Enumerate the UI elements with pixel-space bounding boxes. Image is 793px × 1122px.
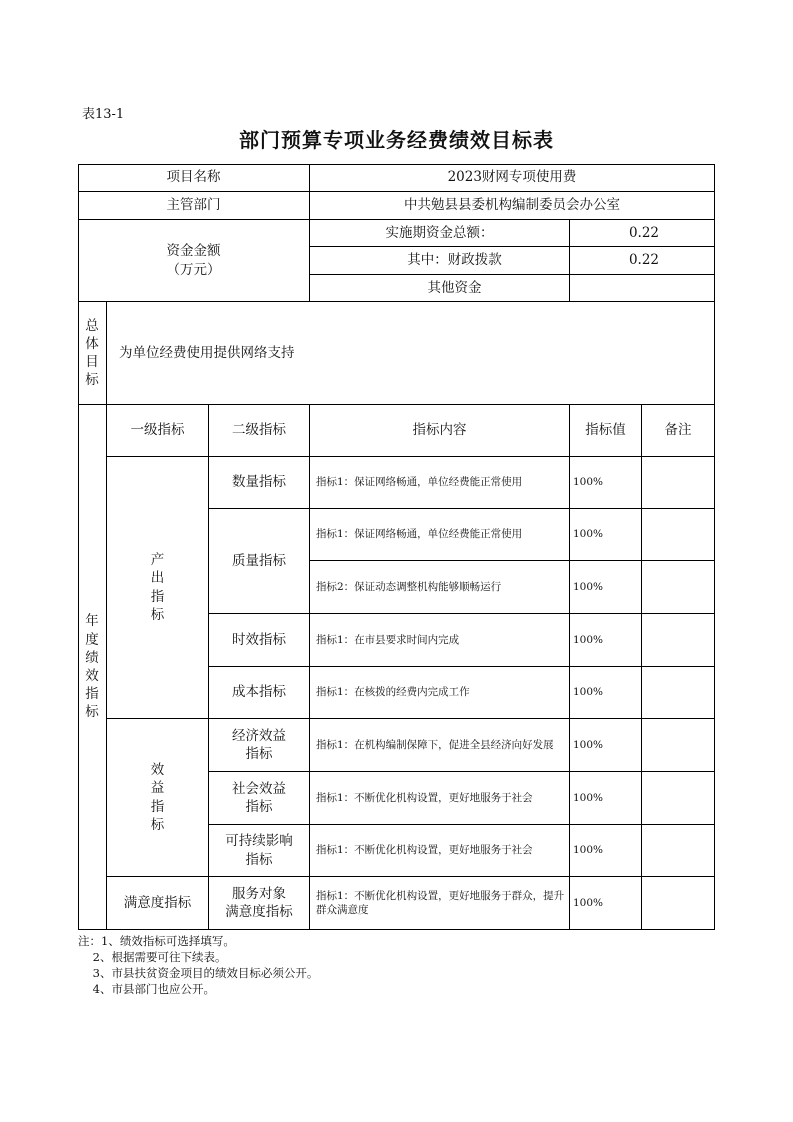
- level2-line: 指标: [245, 746, 273, 762]
- indicator-content: 指标1：不断优化机构设置，更好地服务于社会: [310, 825, 570, 877]
- level2-line: 满意度指标: [225, 904, 293, 920]
- indicator-content: 指标1：保证网络畅通，单位经费能正常使用: [310, 509, 570, 561]
- indicator-value: 100%: [570, 561, 642, 614]
- benefit-label-char: 指: [150, 798, 165, 815]
- project-name-value: 2023财网专项使用费: [310, 164, 715, 192]
- department-value: 中共勉县县委机构编制委员会办公室: [310, 192, 715, 220]
- funds-total-label: 实施期资金总额：: [310, 220, 570, 247]
- output-label-char: 指: [150, 588, 165, 605]
- indicator-remark: [642, 825, 715, 877]
- level2-line: 服务对象: [232, 885, 286, 902]
- overall-goal-char: 目: [85, 354, 99, 370]
- level2-quantity: 数量指标: [209, 457, 310, 509]
- benefit-label-char: 标: [150, 816, 165, 833]
- annual-label-char: 绩: [85, 649, 99, 666]
- indicator-content: 指标2：保证动态调整机构能够顺畅运行: [310, 561, 570, 614]
- level2-service-satisfaction: [209, 877, 310, 930]
- funds-other-label: 其他资金: [310, 275, 570, 302]
- indicator-value: 100%: [570, 772, 642, 825]
- indicator-remark: [642, 614, 715, 667]
- footnote-line: 4、市县部门也应公开。: [78, 982, 215, 996]
- indicator-remark: [642, 457, 715, 509]
- annual-label-char: 指: [85, 686, 99, 703]
- benefit-label-char: 益: [150, 780, 165, 797]
- benefit-label-char: 效: [150, 762, 165, 779]
- page-title: 部门预算专项业务经费绩效目标表: [239, 128, 554, 152]
- indicator-content: 指标1：在市县要求时间内完成: [310, 614, 570, 667]
- department-label: 主管部门: [78, 192, 310, 220]
- header-remark: 备注: [642, 405, 715, 457]
- indicator-remark: [642, 719, 715, 772]
- level2-cost: 成本指标: [209, 667, 310, 719]
- indicator-content: 指标1：在核拨的经费内完成工作: [310, 667, 570, 719]
- indicator-value: 100%: [570, 667, 642, 719]
- benefit-indicators-label: [107, 719, 209, 877]
- overall-goal-char: 标: [85, 372, 99, 389]
- funds-total-value: 0.22: [570, 220, 715, 247]
- level2-line: 社会效益: [232, 780, 286, 797]
- indicator-value: 100%: [570, 825, 642, 877]
- indicator-value: 100%: [570, 457, 642, 509]
- funds-label-line2: （万元）: [166, 261, 221, 278]
- indicator-content: 指标1：不断优化机构设置，更好地服务于群众，提升群众满意度: [310, 877, 570, 930]
- project-name-label: 项目名称: [78, 164, 310, 192]
- level2-timeliness: 时效指标: [209, 614, 310, 667]
- level2-line: 指标: [245, 799, 273, 815]
- funds-label: [78, 220, 310, 302]
- table-number-label: 表13-1: [82, 107, 125, 122]
- header-content: 指标内容: [310, 405, 570, 457]
- funds-fiscal-value: 0.22: [570, 247, 715, 275]
- annual-indicators-label: [78, 405, 107, 930]
- indicator-remark: [642, 877, 715, 930]
- output-label-char: 出: [150, 570, 165, 587]
- indicator-content: 指标1：不断优化机构设置，更好地服务于社会: [310, 772, 570, 825]
- footnotes: [78, 933, 318, 997]
- level2-social-benefit: [209, 772, 310, 825]
- indicator-content: 指标1：保证网络畅通，单位经费能正常使用: [310, 457, 570, 509]
- footnote-line: 2、根据需要可往下续表。: [78, 950, 227, 964]
- satisfaction-indicators-label: 满意度指标: [107, 877, 209, 930]
- header-level2: 二级指标: [209, 405, 310, 457]
- annual-label-char: 年: [85, 613, 99, 630]
- indicator-value: 100%: [570, 877, 642, 930]
- level2-sustainable-impact: [209, 825, 310, 877]
- indicator-content: 指标1：在机构编制保障下，促进全县经济向好发展: [310, 719, 570, 772]
- annual-label-char: 度: [85, 631, 99, 648]
- indicator-value: 100%: [570, 614, 642, 667]
- indicator-value: 100%: [570, 719, 642, 772]
- output-indicators-label: [107, 457, 209, 719]
- indicator-remark: [642, 561, 715, 614]
- indicator-remark: [642, 772, 715, 825]
- header-value: 指标值: [570, 405, 642, 457]
- footnote-line: 3、市县扶贫资金项目的绩效目标必须公开。: [78, 966, 319, 980]
- indicator-remark: [642, 667, 715, 719]
- indicator-value: 100%: [570, 509, 642, 561]
- output-label-char: 标: [150, 606, 165, 623]
- funds-label-line1: 资金金额: [166, 243, 221, 260]
- annual-label-char: 标: [85, 704, 99, 721]
- level2-line: 可持续影响: [225, 833, 293, 850]
- annual-label-char: 效: [85, 668, 99, 684]
- header-level1: 一级指标: [107, 405, 209, 457]
- level2-line: 经济效益: [232, 727, 286, 744]
- output-label-char: 产: [150, 552, 165, 569]
- level2-economic-benefit: [209, 719, 310, 772]
- level2-quality: 质量指标: [209, 509, 310, 614]
- level2-line: 指标: [245, 851, 273, 868]
- funds-other-value: [570, 275, 715, 302]
- overall-goal-text: 为单位经费使用提供网络支持: [107, 302, 715, 405]
- overall-goal-label: [78, 302, 107, 405]
- funds-fiscal-label: 其中：财政拨款: [310, 247, 570, 275]
- footnote-line: 注：1、绩效指标可选择填写。: [78, 934, 235, 948]
- overall-goal-char: 总: [85, 317, 99, 334]
- overall-goal-char: 体: [85, 335, 99, 352]
- indicator-remark: [642, 509, 715, 561]
